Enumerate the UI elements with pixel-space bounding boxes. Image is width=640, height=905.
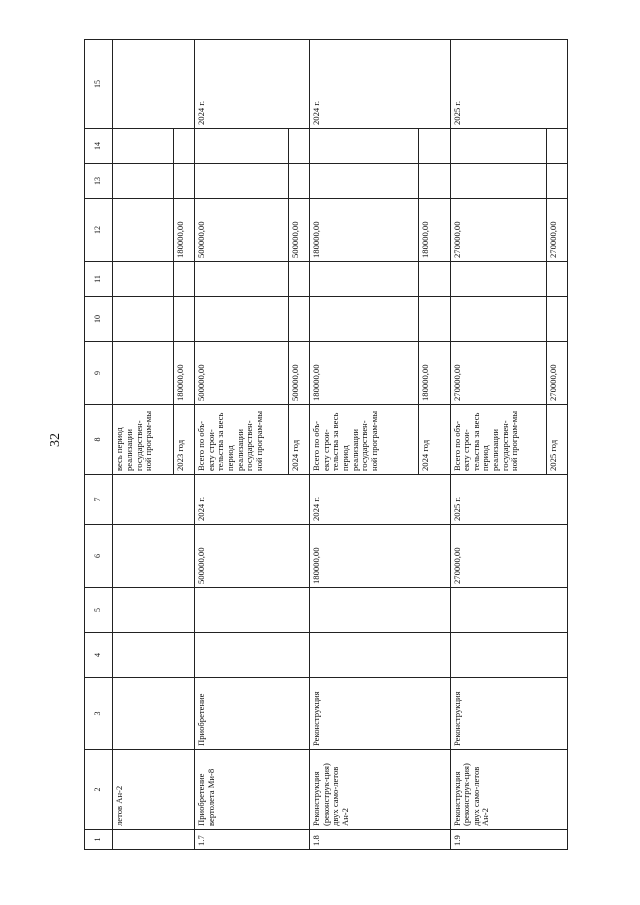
table-row bbox=[113, 40, 174, 850]
col-header-10: 10 bbox=[85, 297, 113, 342]
col-header-1: 1 bbox=[85, 830, 113, 850]
cell-year-amount-12: 500000,00 bbox=[289, 199, 310, 262]
cell-year-amount: 180000,00 bbox=[419, 342, 450, 405]
cell-year bbox=[113, 475, 195, 525]
cell-object-name: Приобретение вертолета Ми-8 bbox=[195, 750, 310, 830]
cell-total-amount: 270000,00 bbox=[450, 342, 546, 405]
cell-year-amount-12: 180000,00 bbox=[174, 199, 195, 262]
col-header-14: 14 bbox=[85, 129, 113, 164]
cell-total-amount-12: 500000,00 bbox=[195, 199, 289, 262]
page-number: 32 bbox=[48, 433, 63, 447]
cell-type: Приобретение bbox=[195, 678, 310, 750]
header-row bbox=[85, 40, 113, 850]
col-header-4: 4 bbox=[85, 633, 113, 678]
cell-year-amount: 270000,00 bbox=[546, 342, 567, 405]
cell-year-amount-12: 180000,00 bbox=[419, 199, 450, 262]
cell-year: 2024 г. bbox=[195, 475, 310, 525]
investment-table bbox=[84, 39, 568, 850]
table-row bbox=[450, 40, 546, 850]
cell-year-label: 2023 год bbox=[174, 405, 195, 475]
cell-num bbox=[113, 830, 195, 850]
cell-year-amount: 500000,00 bbox=[289, 342, 310, 405]
cell-total-label: Всего по объ-екту строи-тельства за весь период реализации государствен-ной програм-мы bbox=[310, 405, 419, 475]
cell-num: 1.8 bbox=[310, 830, 450, 850]
table-row bbox=[310, 40, 419, 850]
cell-num: 1.7 bbox=[195, 830, 310, 850]
cell-type: Реконструкция bbox=[450, 678, 567, 750]
cell-type bbox=[113, 678, 195, 750]
cell-total-label: Всего по объ-екту строи-тельства за весь период реализации государствен-ной програм-мы bbox=[450, 405, 546, 475]
cell-cost: 180000,00 bbox=[310, 525, 450, 588]
rotated-table-wrapper bbox=[84, 80, 568, 850]
cell-object-name: Реконструкция (реконструк-ция) двух само-летов Ан-2 bbox=[450, 750, 567, 830]
cell-year-label: 2024 год bbox=[289, 405, 310, 475]
col-header-11: 11 bbox=[85, 262, 113, 297]
cell-object-name: летов Ан-2 bbox=[113, 750, 195, 830]
cell-cost: 500000,00 bbox=[195, 525, 310, 588]
cell-total-label: Всего по объ-екту строи-тельства за весь период реализации государствен-ной програм-мы bbox=[195, 405, 289, 475]
cell-year-amount-12: 270000,00 bbox=[546, 199, 567, 262]
cell-year: 2024 г. bbox=[310, 475, 450, 525]
cell-total-amount: 500000,00 bbox=[195, 342, 289, 405]
cell-completion: 2025 г. bbox=[450, 40, 567, 129]
cell-type: Реконструкция bbox=[310, 678, 450, 750]
col-header-3: 3 bbox=[85, 678, 113, 750]
col-header-6: 6 bbox=[85, 525, 113, 588]
col-header-15: 15 bbox=[85, 40, 113, 129]
cell-total-amount: 180000,00 bbox=[310, 342, 419, 405]
cell-cost: 270000,00 bbox=[450, 525, 567, 588]
cell-period-label: весь период реализации государствен-ной програм-мы bbox=[113, 405, 174, 475]
col-header-12: 12 bbox=[85, 199, 113, 262]
cell-total-amount-12: 180000,00 bbox=[310, 199, 419, 262]
cell-num: 1.9 bbox=[450, 830, 567, 850]
col-header-2: 2 bbox=[85, 750, 113, 830]
cell-year-label: 2024 год bbox=[419, 405, 450, 475]
col-header-8: 8 bbox=[85, 405, 113, 475]
col-header-7: 7 bbox=[85, 475, 113, 525]
cell-completion: 2024 г. bbox=[195, 40, 310, 129]
cell-object-name: Реконструкция (реконструк-ция) двух само-летов Ан-2 bbox=[310, 750, 450, 830]
cell-total-amount-12: 270000,00 bbox=[450, 199, 546, 262]
cell-completion: 2024 г. bbox=[310, 40, 450, 129]
table-row bbox=[195, 40, 289, 850]
cell-year: 2025 г. bbox=[450, 475, 567, 525]
col-header-5: 5 bbox=[85, 588, 113, 633]
cell-year-label: 2025 год bbox=[546, 405, 567, 475]
cell-cost bbox=[113, 525, 195, 588]
col-header-9: 9 bbox=[85, 342, 113, 405]
col-header-13: 13 bbox=[85, 164, 113, 199]
cell-year-amount: 180000,00 bbox=[174, 342, 195, 405]
